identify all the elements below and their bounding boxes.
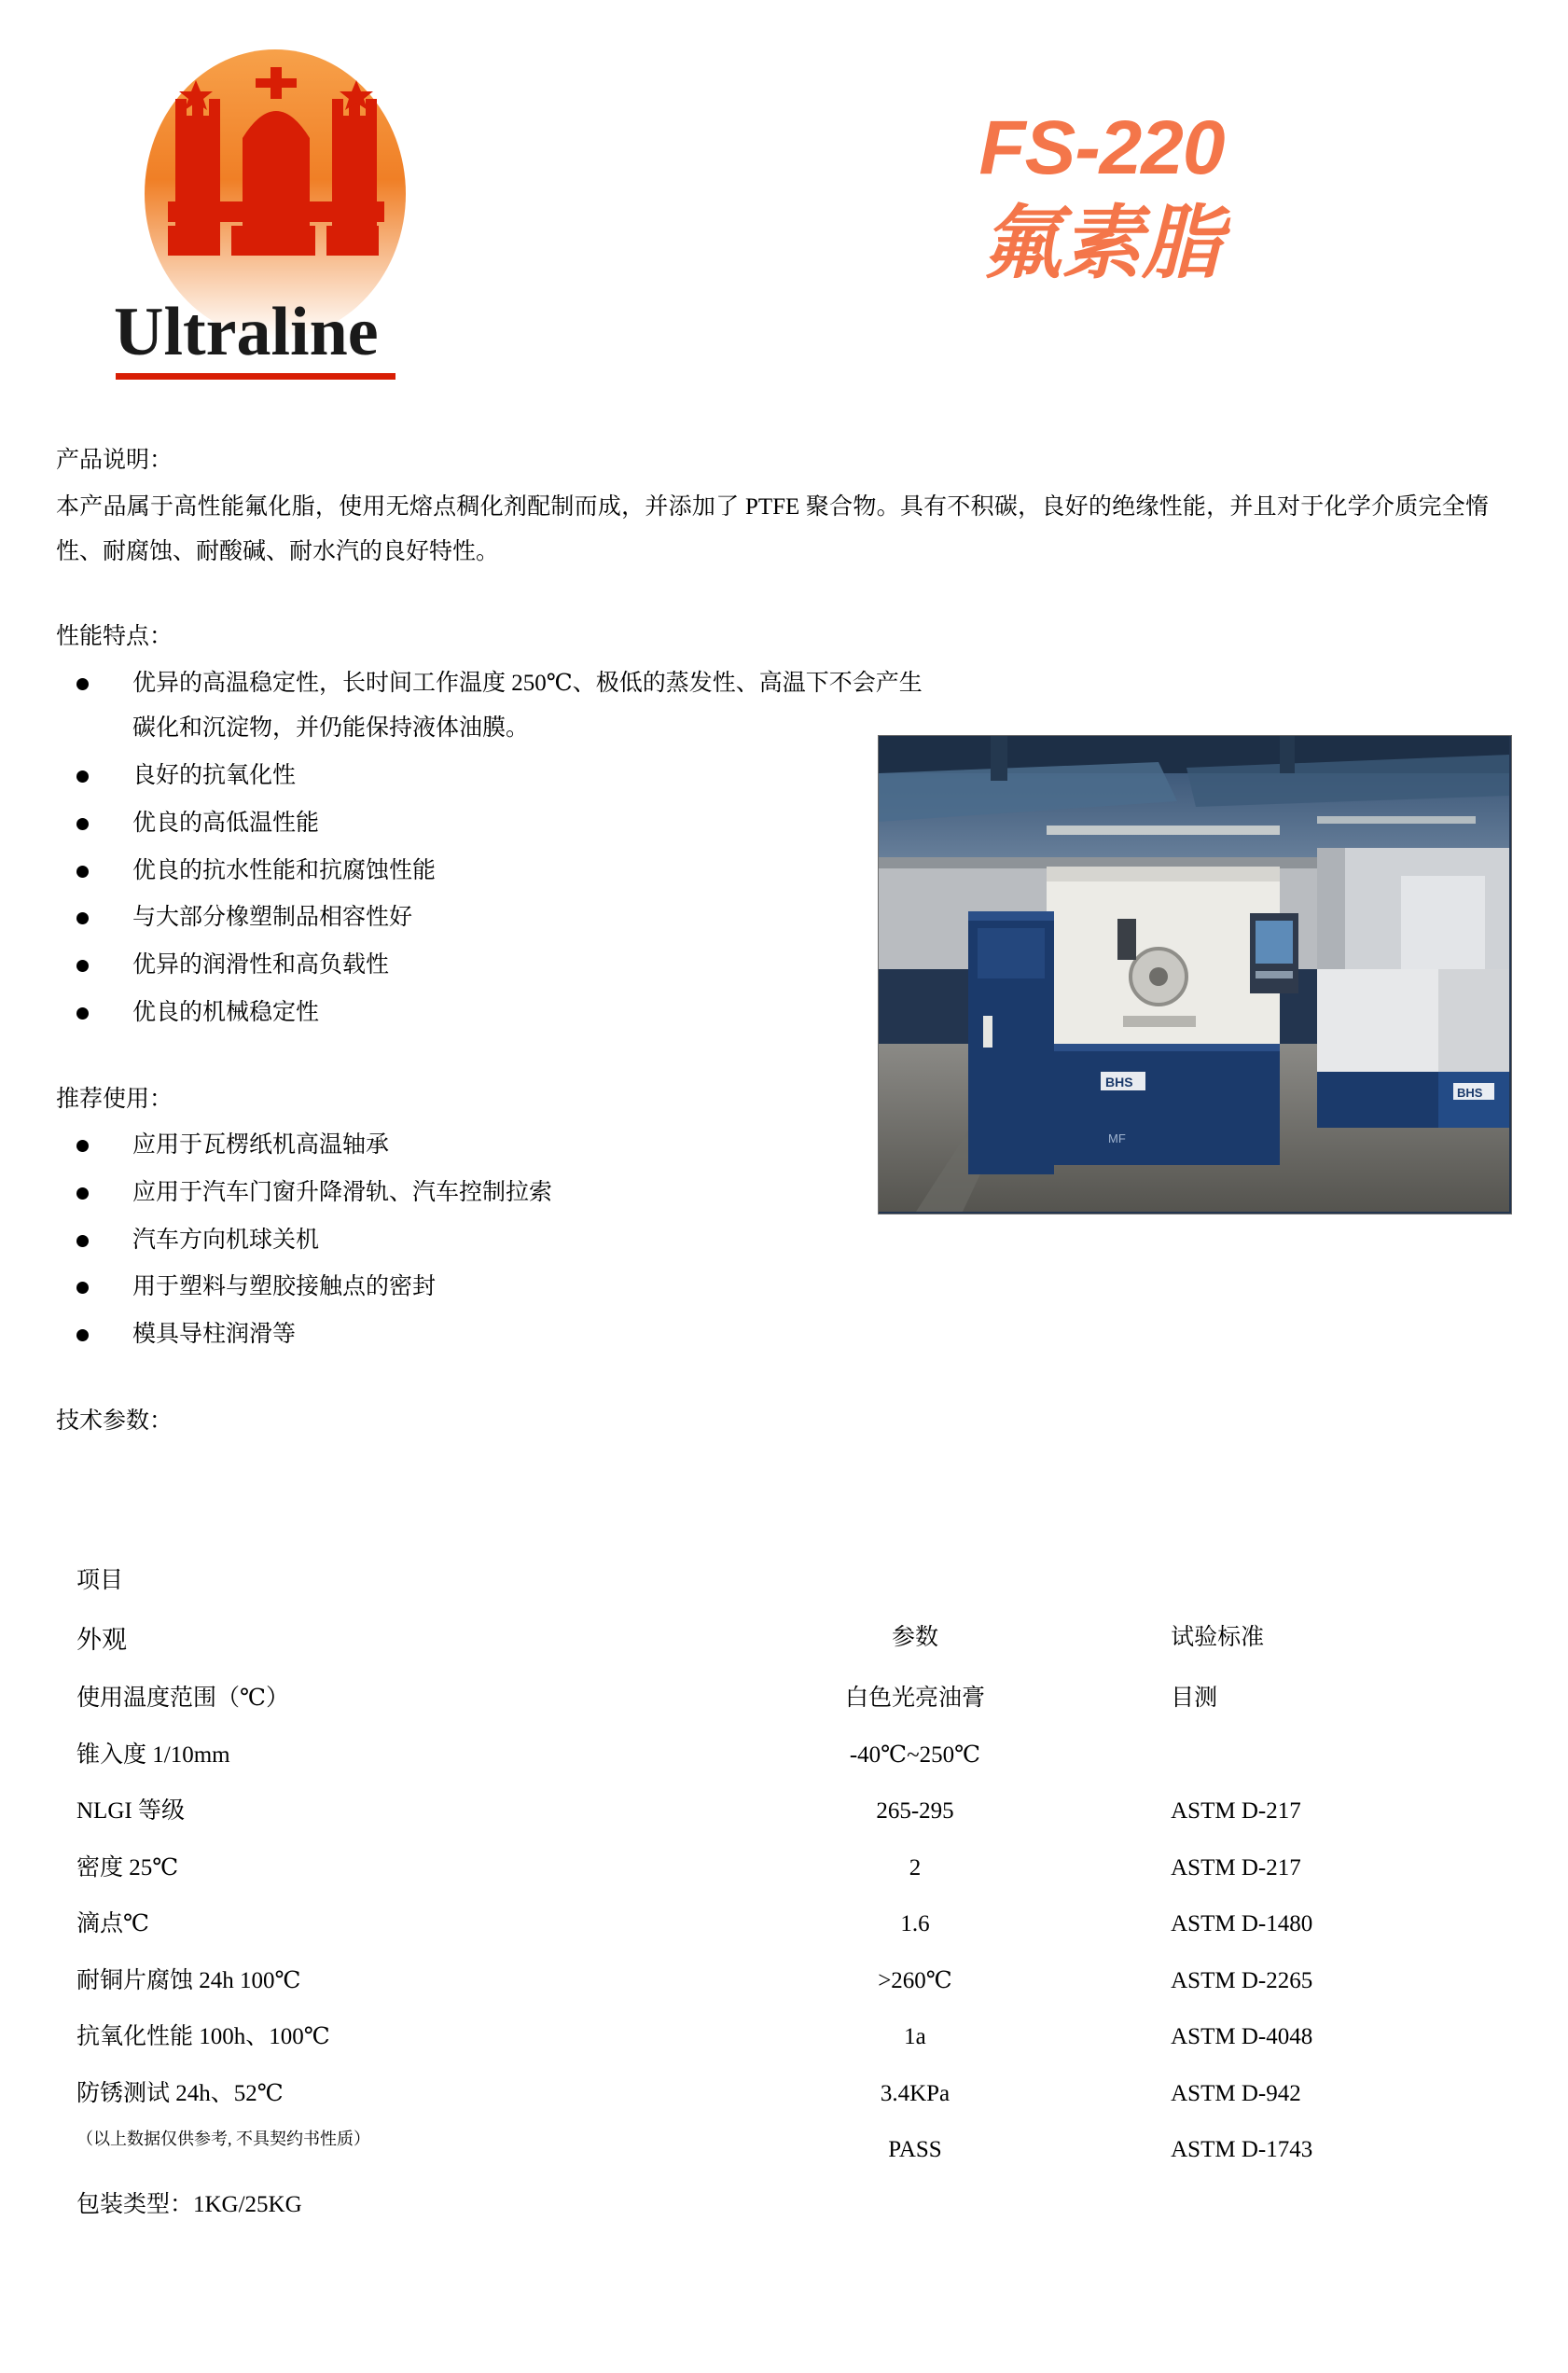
table-row: [56, 2179, 1512, 2230]
list-item: [56, 1265, 942, 1311]
table-cell-param: 265-295: [876, 1798, 954, 1825]
document-header: [56, 0, 1512, 438]
bullet-icon: [76, 818, 89, 830]
table-cell-std: ASTM D-2265: [1171, 1967, 1313, 1993]
svg-text:MF: MF: [1108, 1131, 1126, 1145]
bullet-icon: [76, 1187, 89, 1200]
table-row: [56, 2122, 1512, 2179]
product-photo: [878, 735, 1512, 1214]
table-row: [56, 1840, 1512, 1897]
applications-section: [56, 1077, 942, 1358]
table-cell-std: ASTM D-4048: [1171, 2024, 1313, 2050]
features-list: [56, 661, 942, 1036]
product-title: FS-220: [978, 105, 1225, 190]
table-cell-item: 滴点℃: [76, 1911, 149, 1937]
table-cell-std: ASTM D-217: [1171, 1798, 1301, 1825]
list-item: [56, 1218, 942, 1264]
list-item-label: 优良的高低温性能: [132, 810, 320, 836]
bullet-icon: [76, 1007, 89, 1020]
list-item-label: 用于塑料与塑胶接触点的密封: [132, 1274, 437, 1300]
list-item: [56, 801, 942, 847]
bullet-icon: [76, 1140, 89, 1152]
tech-label: 技术参数：: [56, 1408, 173, 1434]
table-cell-param: 1.6: [900, 1911, 930, 1937]
table-cell-param: [697, 2179, 1133, 2230]
table-cell-std: ASTM D-1480: [1171, 1911, 1313, 1937]
bullet-icon: [76, 770, 89, 783]
list-item-label: 良好的抗氧化性: [132, 763, 297, 788]
list-item: [56, 1171, 942, 1216]
table-cell-std: 目测: [1171, 1686, 1218, 1712]
list-item-label: 汽车方向机球关机: [132, 1227, 320, 1253]
applications-list: [56, 1123, 942, 1358]
table-row: [56, 1553, 1512, 1610]
table-row: [56, 1610, 1512, 1671]
list-item: [56, 1312, 942, 1358]
table-cell-param: -40℃~250℃: [849, 1742, 981, 1768]
description-section: [56, 438, 1512, 576]
table-cell-std: ASTM D-217: [1171, 1854, 1301, 1880]
bullet-icon: [76, 678, 89, 690]
table-cell-item: 密度 25℃: [76, 1854, 179, 1880]
table-cell-param: 3.4KPa: [880, 2080, 951, 2106]
packaging-label: 包装类型：1KG/25KG: [76, 2191, 302, 2217]
product-title-block: [812, 107, 1391, 289]
list-item-label: 模具导柱润滑等: [132, 1322, 297, 1347]
table-cell-item: 锥入度 1/10mm: [76, 1742, 230, 1768]
features-section: [56, 615, 942, 1036]
table-cell-param: PASS: [888, 2137, 942, 2163]
list-item: [56, 895, 942, 941]
table-cell-std: [1133, 2179, 1512, 2230]
table-cell-param: 参数: [891, 1624, 938, 1650]
table-cell-item: 耐铜片腐蚀 24h 100℃: [76, 1967, 301, 1993]
table-row: [56, 1728, 1512, 1784]
bullet-icon: [76, 1282, 89, 1294]
bullet-icon: [76, 960, 89, 972]
applications-label: 推荐使用：: [56, 1086, 173, 1112]
bullet-icon: [76, 1235, 89, 1247]
table-cell-std: ASTM D-942: [1171, 2080, 1301, 2106]
list-item: [56, 991, 942, 1036]
table-row: [56, 1671, 1512, 1728]
list-item-label: 应用于汽车门窗升降滑轨、汽车控制拉索: [132, 1179, 553, 1205]
description-text: 本产品属于高性能氟化脂，使用无熔点稠化剂配制而成，并添加了 PTFE 聚合物。具有不积碳，良好的绝缘性能，并且对于化学介质完全惰性、耐腐蚀、耐酸碱、耐水汽的良好特性。: [56, 493, 1489, 565]
table-cell-item: NLGI 等级: [76, 1798, 185, 1825]
table-row: [56, 2066, 1512, 2123]
tech-table: [56, 1553, 1512, 2229]
product-subtitle: 氟素脂: [981, 198, 1222, 288]
list-item-label: 优异的高温稳定性，长时间工作温度 250℃、极低的蒸发性、高温下不会产生碳化和沉淀物，并仍能保持液体油膜。: [132, 670, 923, 742]
table-cell-std: [1133, 1553, 1512, 1610]
list-item: [56, 1123, 942, 1169]
table-row: [56, 2009, 1512, 2066]
bullet-icon: [76, 912, 89, 924]
table-cell-std: ASTM D-1743: [1171, 2137, 1313, 2163]
list-item-label: 优良的机械稳定性: [132, 999, 320, 1025]
svg-text:BHS: BHS: [1457, 1086, 1483, 1100]
features-label: 性能特点：: [56, 624, 173, 649]
table-cell-item: 抗氧化性能 100h、100℃: [76, 2024, 330, 2050]
ultraline-logo: [103, 26, 476, 446]
table-row: [56, 1783, 1512, 1840]
description-label: 产品说明：: [56, 448, 173, 473]
table-cell-param: [697, 1553, 1133, 1610]
list-item: [56, 661, 942, 753]
list-item-label: 应用于瓦楞纸机高温轴承: [132, 1132, 390, 1158]
tech-section: [56, 1399, 1512, 2230]
table-cell-std: [1133, 1728, 1512, 1784]
logo-wordmark: Ultraline: [114, 294, 379, 370]
table-cell-param: 白色光亮油膏: [844, 1686, 985, 1712]
table-cell-param: >260℃: [878, 1967, 952, 1993]
table-cell-item: 使用温度范围（℃）: [76, 1686, 289, 1712]
table-row: [56, 1953, 1512, 2010]
table-row: [56, 1896, 1512, 1953]
list-item-label: 优异的润滑性和高负载性: [132, 952, 390, 978]
table-cell-param: 2: [909, 1854, 922, 1880]
list-item: [56, 943, 942, 989]
list-item-label: 与大部分橡塑制品相容性好: [132, 905, 413, 931]
table-note: （以上数据仅供参考, 不具契约书性质）: [76, 2130, 370, 2149]
bullet-icon: [76, 1329, 89, 1341]
list-item: [56, 849, 942, 895]
list-item: [56, 754, 942, 799]
bullet-icon: [76, 866, 89, 878]
svg-text:BHS: BHS: [1105, 1075, 1133, 1089]
table-cell-item: 项目: [76, 1568, 124, 1594]
list-item-label: 优良的抗水性能和抗腐蚀性能: [132, 857, 437, 883]
table-cell-item: 防锈测试 24h、52℃: [76, 2080, 284, 2106]
table-cell-std: 试验标准: [1171, 1624, 1265, 1650]
table-cell-param: 1a: [904, 2024, 926, 2050]
table-cell-item: 外观: [76, 1625, 127, 1654]
